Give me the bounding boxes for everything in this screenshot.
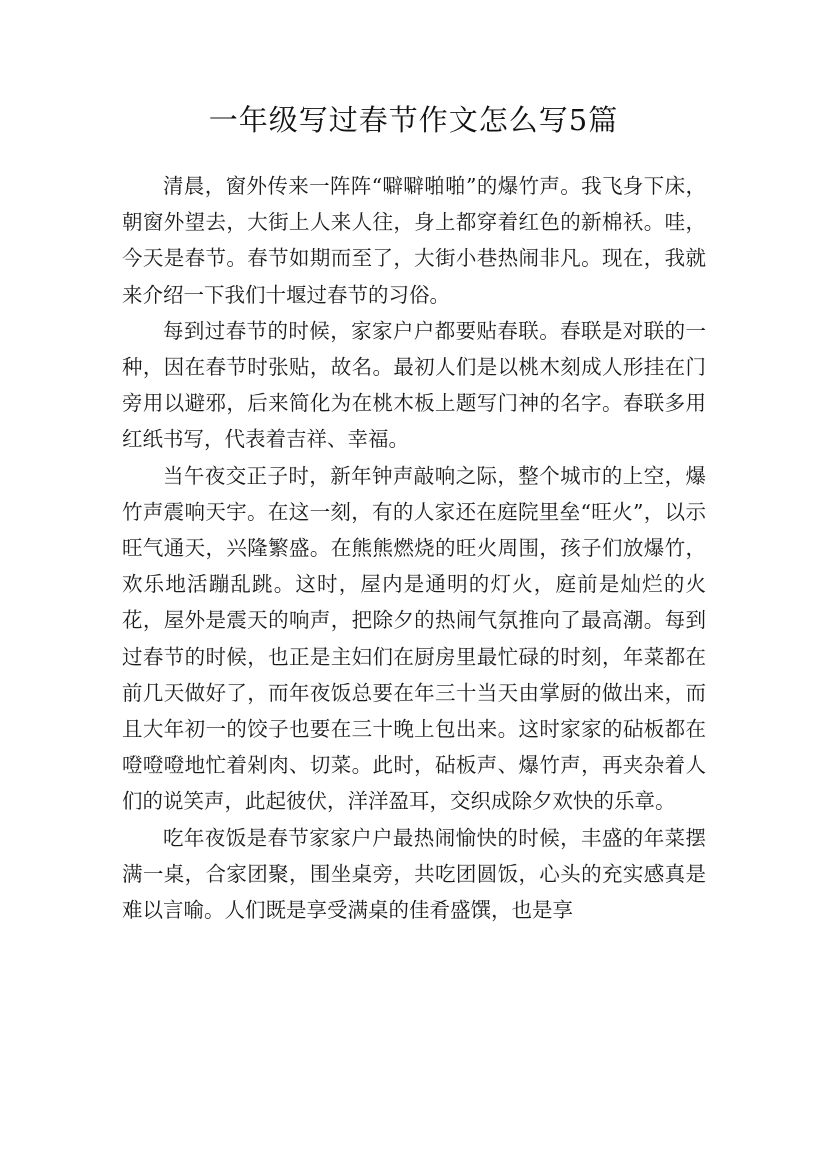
paragraph: 当午夜交正子时，新年钟声敲响之际，整个城市的上空，爆竹声震响天宇。在这一刻，有的人家还在庭院里垒“旺火”，以示旺气通天，兴隆繁盛。在熊熊燃烧的旺火周围，孩子们放爆竹，欢乐地活蹦乱跳。这时，屋内是通明的灯火，庭前是灿烂的火花，屋外是震天的响声，把除夕的热闹气氛推向了最高潮。每到过春节的时候，也正是主妇们在厨房里最忙碌的时刻，年菜都在前几天做好了，而年夜饭总要在年三十当天由掌厨的做出来，而且大年初一的饺子也要在三十晚上包出来。这时家家的砧板都在噔噔噔地忙着剁肉、切菜。此时，砧板声、爆竹声，再夹杂着人们的说笑声，此起彼伏，洋洋盈耳，交织成除夕欢快的乐章。 <box>122 463 706 814</box>
paragraph: 吃年夜饭是春节家家户户最热闹愉快的时候，丰盛的年菜摆满一桌，合家团聚，围坐桌旁，共吃团圆饭，心头的充实感真是难以言喻。人们既是享受满桌的佳肴盛馔，也是享 <box>122 825 706 923</box>
paragraph: 每到过春节的时候，家家户户都要贴春联。春联是对联的一种，因在春节时张贴，故名。最初人们是以桃木刻成人形挂在门旁用以避邪，后来简化为在桃木板上题写门神的名字。春联多用红纸书写，代表着吉祥、幸福。 <box>122 318 706 452</box>
document-title: 一年级写过春节作文怎么写5篇 <box>208 103 619 137</box>
document-body <box>122 168 706 928</box>
paragraph: 清晨，窗外传来一阵阵“噼噼啪啪”的爆竹声。我飞身下床，朝窗外望去，大街上人来人往，身上都穿着红色的新棉袄。哇，今天是春节。春节如期而至了，大街小巷热闹非凡。现在，我就来介绍一下我们十堰过春节的习俗。 <box>122 174 706 307</box>
